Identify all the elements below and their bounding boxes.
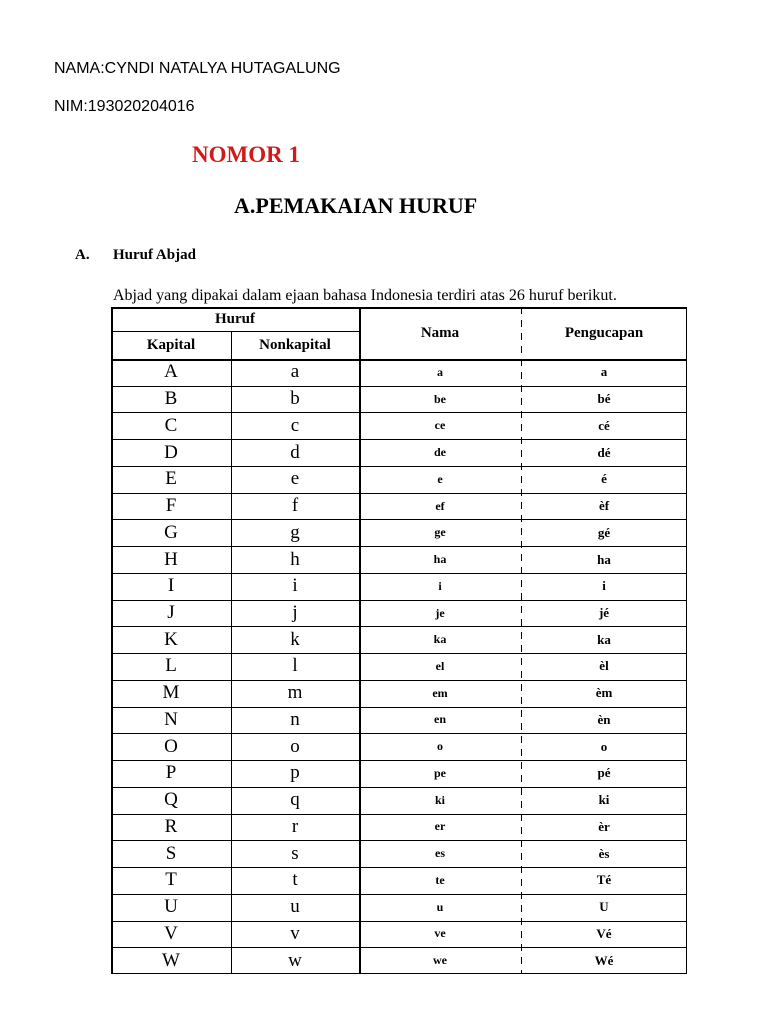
table-border [111,947,687,948]
nonkapital-cell: o [290,735,300,757]
kapital-cell: S [165,842,177,864]
subsection-letter: A. [75,247,90,263]
table-border [111,760,687,761]
section-title: A.PEMAKAIAN HURUF [234,193,478,218]
nama-cell: em [432,685,448,700]
pengucapan-cell: gé [597,524,611,540]
table-border [111,307,113,974]
pengucapan-cell: é [601,471,607,487]
kapital-cell: G [164,521,178,543]
nama-cell: ge [434,525,446,540]
nama-cell: je [435,605,445,620]
kapital-cell: Q [164,789,178,811]
pengucapan-cell: èm [595,685,613,701]
table-row [111,867,687,894]
kapital-cell: P [165,762,177,784]
table-row [111,626,687,653]
nama-cell: pe [434,765,446,780]
table-row [111,386,687,413]
table-row [111,947,687,974]
nonkapital-cell: b [290,388,300,410]
table-border [111,733,687,734]
nama-cell: ef [435,498,445,513]
kapital-cell: H [164,548,178,570]
pengucapan-cell: ki [598,792,610,808]
table-border [111,814,687,815]
nama-cell: u [436,899,444,914]
table-row [111,600,687,627]
dashed-divider [521,307,522,974]
subsection-title: Huruf Abjad [113,247,196,263]
pengucapan-cell: a [600,364,608,380]
table-border [111,493,687,494]
table-border [111,867,687,868]
kapital-cell: V [164,922,178,944]
nama-cell: er [434,819,446,834]
table-row [111,412,687,439]
pengucapan-cell: cé [598,417,610,433]
nonkapital-cell: s [291,842,299,864]
kapital-cell: F [165,495,177,517]
table-row [111,921,687,948]
table-border [111,894,687,895]
nonkapital-cell: j [292,602,298,623]
nama-cell: we [433,953,447,968]
kapital-cell: M [162,682,180,704]
kapital-cell: A [164,361,178,383]
table-border [111,359,687,361]
nama-cell: o [437,739,443,754]
table-border [111,307,687,309]
table-border [111,386,687,387]
table-border [111,331,359,332]
kapital-cell: B [164,388,178,410]
nonkapital-cell: e [290,468,300,490]
nonkapital-cell: p [290,762,300,784]
kapital-cell: O [164,735,178,757]
table-border [111,787,687,788]
nonkapital-cell: v [290,922,300,944]
nonkapital-cell: m [287,682,303,704]
table-border [111,546,687,547]
table-row [111,894,687,921]
table-border [111,573,687,574]
table-row [111,814,687,841]
student-name: NAMA:CYNDI NATALYA HUTAGALUNG [54,60,341,77]
nama-cell: ve [434,926,446,941]
table-border [359,307,361,974]
nonkapital-cell: h [290,548,300,570]
nonkapital-cell: w [288,949,302,971]
pengucapan-cell: ka [597,631,611,647]
nama-cell: ha [433,552,447,567]
pengucapan-cell: èf [598,498,610,514]
alphabet-table [111,307,687,974]
intro-text: Abjad yang dipakai dalam ejaan bahasa Indonesia terdiri atas 26 huruf berikut. [113,287,617,304]
nonkapital-cell: r [291,815,299,837]
table-border [111,840,687,841]
pengucapan-cell: i [602,578,606,594]
kapital-cell: J [167,602,175,623]
nama-cell: e [437,471,443,486]
table-border [111,412,687,413]
nonkapital-cell: g [290,521,300,543]
table-row [111,760,687,787]
kapital-cell: N [164,708,178,730]
table-border [111,466,687,467]
kapital-cell: L [165,655,177,677]
table-border [111,707,687,708]
table-border [111,519,687,520]
table-row [111,359,687,386]
kapital-cell: R [164,815,178,837]
student-id: NIM:193020204016 [54,98,195,115]
kapital-cell: I [167,575,175,597]
nonkapital-cell: l [292,655,298,677]
table-row [111,707,687,734]
nonkapital-cell: k [290,628,300,650]
table-border [686,307,688,974]
nama-cell: de [434,445,446,460]
kapital-cell: C [164,414,178,436]
pengucapan-cell: èr [598,818,610,834]
pengucapan-cell: o [600,738,608,754]
kapital-cell: W [162,949,180,971]
nonkapital-cell: a [290,361,300,383]
table-row [111,493,687,520]
nama-cell: ka [433,632,447,647]
header-nonkapital: Nonkapital [259,336,331,353]
pengucapan-cell: jé [598,605,610,620]
table-border [111,921,687,922]
header-huruf: Huruf [214,310,255,327]
pengucapan-cell: pé [597,765,611,781]
table-row [111,546,687,573]
page-title: NOMOR 1 [192,142,300,167]
nama-cell: es [435,846,445,861]
table-row [111,519,687,546]
pengucapan-cell: ès [598,845,610,861]
nama-cell: te [435,872,445,887]
kapital-cell: K [164,628,178,650]
table-row [111,439,687,466]
nama-cell: be [434,391,446,406]
table-row [111,573,687,600]
table-row [111,466,687,493]
nama-cell: ki [434,792,445,807]
table-row [111,680,687,707]
table-border [111,439,687,440]
pengucapan-cell: èn [597,711,611,727]
table-border [111,680,687,681]
table-border [111,653,687,654]
table-border [111,600,687,601]
nonkapital-cell: n [290,708,300,730]
table-row [111,653,687,680]
table-row [111,733,687,760]
nonkapital-cell: f [291,495,299,517]
table-row [111,787,687,814]
header-nama: Nama [420,324,460,341]
nonkapital-cell: q [290,789,300,811]
nonkapital-cell: i [292,575,298,597]
pengucapan-cell: Té [596,872,612,888]
nonkapital-cell: c [290,414,300,436]
table-border [111,973,687,975]
pengucapan-cell: Vé [596,925,612,941]
pengucapan-cell: bé [597,391,611,407]
pengucapan-cell: èl [599,658,609,674]
pengucapan-cell: ha [597,551,611,567]
kapital-cell: T [165,869,177,891]
kapital-cell: D [164,441,178,463]
nama-cell: en [434,712,446,727]
nonkapital-cell: d [290,441,300,463]
pengucapan-cell: U [599,899,609,915]
nonkapital-cell: u [290,896,300,918]
kapital-cell: E [165,468,177,490]
kapital-cell: U [164,896,178,918]
pengucapan-cell: Wé [594,952,614,968]
nama-cell: a [437,364,443,379]
header-kapital: Kapital [146,336,196,353]
nama-cell: el [435,658,445,673]
nonkapital-cell: t [292,869,298,891]
header-pengucapan: Pengucapan [564,324,644,341]
table-border [111,626,687,627]
nama-cell: ce [434,418,446,433]
pengucapan-cell: dé [597,444,611,460]
nama-cell: i [438,578,442,593]
table-row [111,840,687,867]
